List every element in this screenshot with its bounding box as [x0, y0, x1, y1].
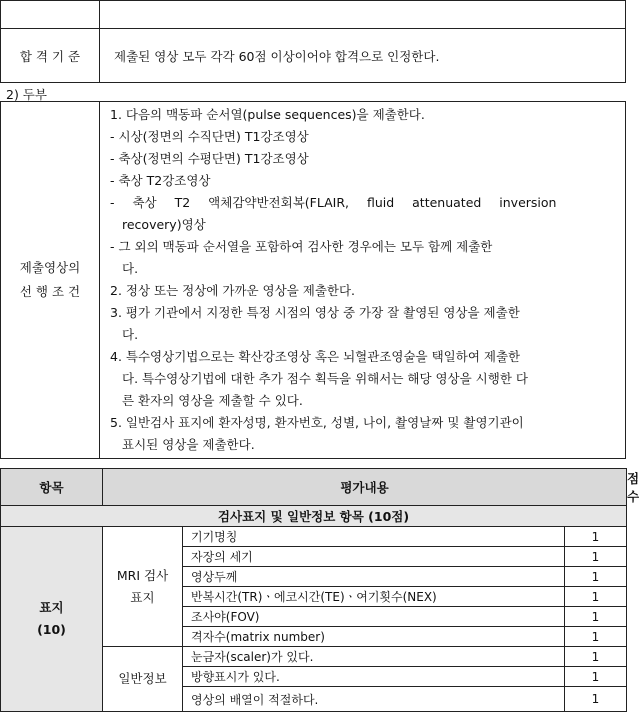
section-title: 검사표지 및 일반정보 항목 (10점) [1, 506, 627, 527]
prereq-line: 2. 정상 또는 정상에 가까운 영상을 제출한다. [110, 283, 356, 298]
prereq-line: - 그 외의 맥동파 순서열을 포함하여 검사한 경우에는 모두 함께 제출한 [110, 239, 493, 254]
prerequisite-label-line2: 선 행 조 건 [19, 284, 81, 299]
blank-label-cell [1, 1, 100, 29]
score-cell: 1 [565, 687, 627, 712]
header-content: 평가내용 [103, 469, 627, 506]
eval-header-row: 항목 평가내용 점수 [1, 469, 627, 506]
item-cell: 조사야(FOV) [183, 607, 565, 627]
prereq-line: 다. [122, 261, 139, 276]
table-row [1, 527, 627, 547]
score-cell: 1 [565, 567, 627, 587]
group-general-label: 일반정보 [103, 647, 183, 712]
prereq-line: 3. 평가 기관에서 지정한 특정 시점의 영상 중 가장 잘 촬영된 영상을 제출한 [110, 305, 520, 320]
prereq-line: 1. 다음의 맥동파 순서열(pulse sequences)을 제출한다. [110, 107, 425, 122]
prereq-line: recovery)영상 [122, 217, 206, 232]
item-cell: 영상의 배열이 적절하다. [183, 687, 565, 712]
score-cell: 1 [565, 647, 627, 667]
score-cell: 1 [565, 607, 627, 627]
score-cell: 1 [565, 587, 627, 607]
prereq-line: 표시된 영상을 제출한다. [122, 437, 255, 452]
prerequisite-content [100, 102, 626, 459]
score-cell: 1 [565, 667, 627, 687]
item-cell: 반복시간(TR)ㆍ에코시간(TE)ㆍ여기횟수(NEX) [183, 587, 565, 607]
prerequisite-table [0, 101, 626, 459]
blank-value-cell [100, 1, 626, 29]
category-line1: 표지 [39, 600, 64, 615]
category-cell [1, 527, 103, 712]
prereq-line: - 시상(정면의 수직단면) T1강조영상 [110, 129, 309, 144]
item-cell: 영상두께 [183, 567, 565, 587]
criteria-table [0, 0, 626, 83]
item-cell: 격자수(matrix number) [183, 627, 565, 647]
header-item: 항목 [1, 469, 103, 506]
prereq-line: 4. 특수영상기법으로는 확산강조영상 혹은 뇌혈관조영술을 택일하여 제출한 [110, 349, 521, 364]
prerequisite-label-line1: 제출영상의 [19, 260, 81, 275]
group-mri-line2: 표지 [130, 589, 155, 605]
prereq-line: - 축상(정면의 수평단면) T1강조영상 [110, 151, 309, 166]
group-mri-label [103, 527, 183, 647]
category-line2: (10) [37, 622, 66, 637]
pass-criteria-value: 제출된 영상 모두 각각 60점 이상이어야 합격으로 인정한다. [100, 29, 626, 83]
section-title-row [1, 506, 627, 527]
pass-criteria-label: 합 격 기 준 [1, 29, 100, 83]
prerequisite-row [1, 102, 626, 459]
item-cell: 자장의 세기 [183, 547, 565, 567]
blank-row [1, 1, 626, 29]
evaluation-table [0, 468, 639, 712]
prereq-line: 다. [122, 327, 139, 342]
prereq-line: - 축상 T2강조영상 [110, 173, 211, 188]
group-mri-line1: MRI 검사 [116, 567, 169, 583]
item-cell: 눈금자(scaler)가 있다. [183, 647, 565, 667]
section-heading: 2) 두부 [6, 87, 47, 102]
prereq-line: 다. 특수영상기법에 대한 추가 점수 획득을 위해서는 해당 영상을 시행한 다 [122, 371, 528, 386]
score-cell: 1 [565, 527, 627, 547]
item-cell: 방향표시가 있다. [183, 667, 565, 687]
prereq-line: - 축상 T2 액체감약반전회복(FLAIR, fluid attenuated inversion [110, 195, 557, 210]
prereq-line: 른 환자의 영상을 제출할 수 있다. [122, 393, 303, 408]
prereq-line: 5. 일반검사 표지에 환자성명, 환자번호, 성별, 나이, 촬영날짜 및 촬영기관이 [110, 415, 524, 430]
score-cell: 1 [565, 627, 627, 647]
prerequisite-label [1, 102, 100, 459]
pass-criteria-row [1, 29, 626, 83]
score-cell: 1 [565, 547, 627, 567]
item-cell: 기기명칭 [183, 527, 565, 547]
